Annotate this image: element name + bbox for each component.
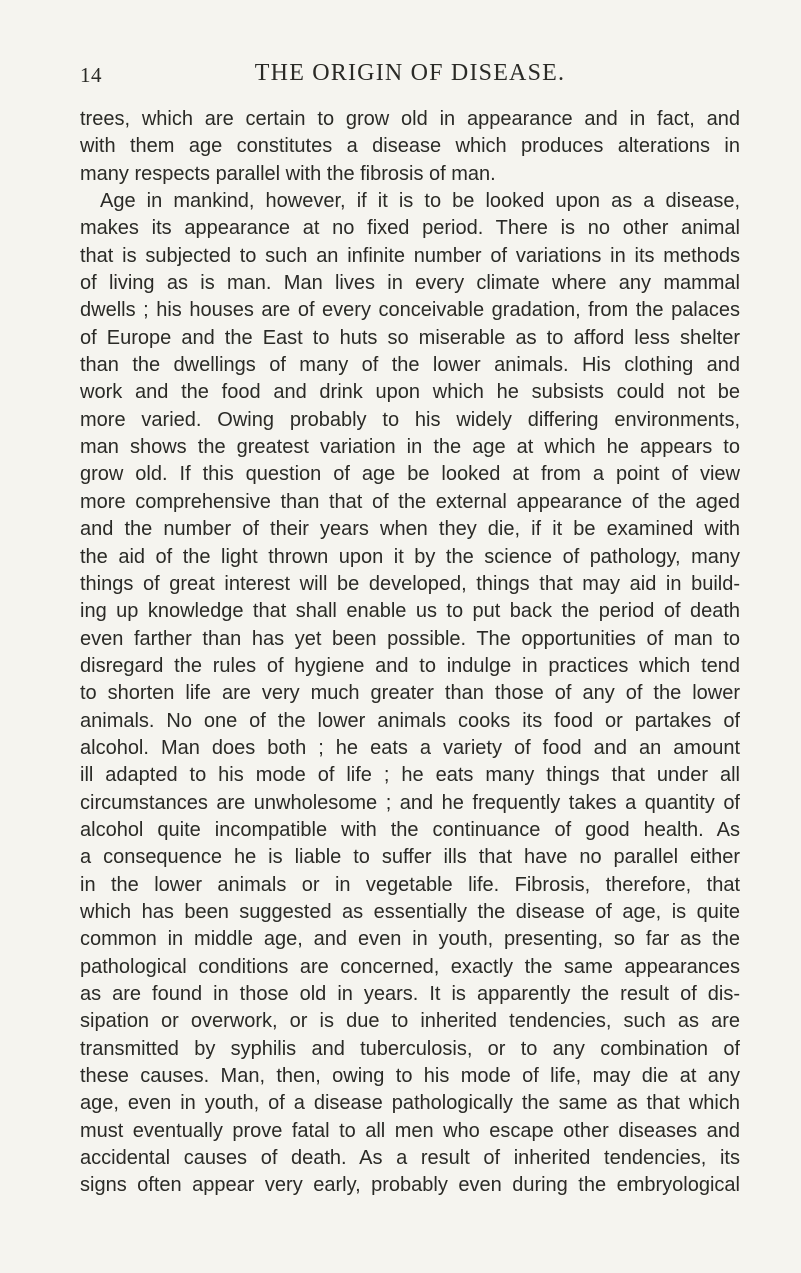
text-line: even farther than has yet been possible. The opportunities of man to bbox=[80, 627, 740, 650]
running-head bbox=[80, 58, 740, 98]
text-line: that is subjected to such an infinite number of variations in its methods bbox=[80, 244, 740, 267]
text-line: trees, which are certain to grow old in appearance and in fact, and bbox=[80, 108, 740, 130]
text-line: things of great interest will be developed, things that may aid in build- bbox=[80, 572, 740, 595]
text-line: than the dwellings of many of the lower animals. His clothing and bbox=[80, 354, 740, 377]
text-line: makes its appearance at no fixed period. There is no other animal bbox=[80, 217, 740, 240]
text-line: more comprehensive than that of the external appearance of the aged bbox=[80, 490, 740, 513]
text-line: signs often appear very early, probably even during the embryological bbox=[80, 1174, 740, 1197]
text-line: transmitted by syphilis and tuberculosis, or to any combination of bbox=[80, 1037, 740, 1060]
running-head-title: THE ORIGIN OF DISEASE. bbox=[254, 60, 566, 86]
text-line: many respects parallel with the fibrosis of man. bbox=[80, 162, 496, 185]
text-line: circumstances are unwholesome ; and he frequently takes a quantity of bbox=[80, 791, 740, 814]
text-line: grow old. If this question of age be looked at from a point of view bbox=[80, 463, 740, 486]
text-line: a consequence he is liable to suffer ills that have no parallel either bbox=[80, 846, 740, 869]
text-line: ill adapted to his mode of life ; he eats many things that under all bbox=[80, 764, 740, 787]
text-line: work and the food and drink upon which he subsists could not be bbox=[80, 381, 740, 404]
text-line: more varied. Owing probably to his widely differing environments, bbox=[80, 408, 740, 431]
text-line: accidental causes of death. As a result of inherited tendencies, its bbox=[80, 1147, 740, 1170]
text-line: these causes. Man, then, owing to his mode of life, may die at any bbox=[80, 1065, 740, 1088]
text-line: with them age constitutes a disease which produces alterations in bbox=[80, 135, 740, 158]
text-line: pathological conditions are concerned, exactly the same appearances bbox=[80, 955, 740, 978]
text-line: common in middle age, and even in youth, presenting, so far as the bbox=[80, 928, 740, 951]
text-line: of living as is man. Man lives in every climate where any mammal bbox=[80, 272, 740, 295]
text-line: of Europe and the East to huts so miserable as to afford less shelter bbox=[80, 326, 740, 349]
text-line: which has been suggested as essentially the disease of age, is quite bbox=[80, 900, 740, 923]
text-line: disregard the rules of hygiene and to indulge in practices which tend bbox=[80, 654, 740, 677]
text-line: the aid of the light thrown upon it by the science of pathology, many bbox=[80, 545, 740, 568]
text-line: ing up knowledge that shall enable us to put back the period of death bbox=[80, 600, 740, 623]
text-line: dwells ; his houses are of every conceivable gradation, from the palaces bbox=[80, 299, 740, 322]
text-line: Age in mankind, however, if it is to be looked upon as a disease, bbox=[100, 190, 740, 213]
page-number: 14 bbox=[80, 63, 102, 87]
text-line: animals. No one of the lower animals cooks its food or partakes of bbox=[80, 709, 740, 732]
text-line: alcohol quite incompatible with the continuance of good health. As bbox=[80, 818, 740, 841]
text-line: age, even in youth, of a disease pathologically the same as that which bbox=[80, 1092, 740, 1115]
text-line: as are found in those old in years. It is apparently the result of dis- bbox=[80, 983, 740, 1005]
text-line: alcohol. Man does both ; he eats a variety of food and an amount bbox=[80, 736, 740, 759]
text-line: and the number of their years when they die, if it be examined with bbox=[80, 518, 740, 541]
text-line: to shorten life are very much greater than those of any of the lower bbox=[80, 682, 740, 705]
text-line: must eventually prove fatal to all men who escape other diseases and bbox=[80, 1119, 740, 1142]
text-line: sipation or overwork, or is due to inherited tendencies, such as are bbox=[80, 1010, 740, 1033]
text-line: in the lower animals or in vegetable life. Fibrosis, therefore, that bbox=[80, 873, 740, 896]
body-text bbox=[80, 106, 740, 1200]
text-line: man shows the greatest variation in the age at which he appears to bbox=[80, 436, 740, 459]
